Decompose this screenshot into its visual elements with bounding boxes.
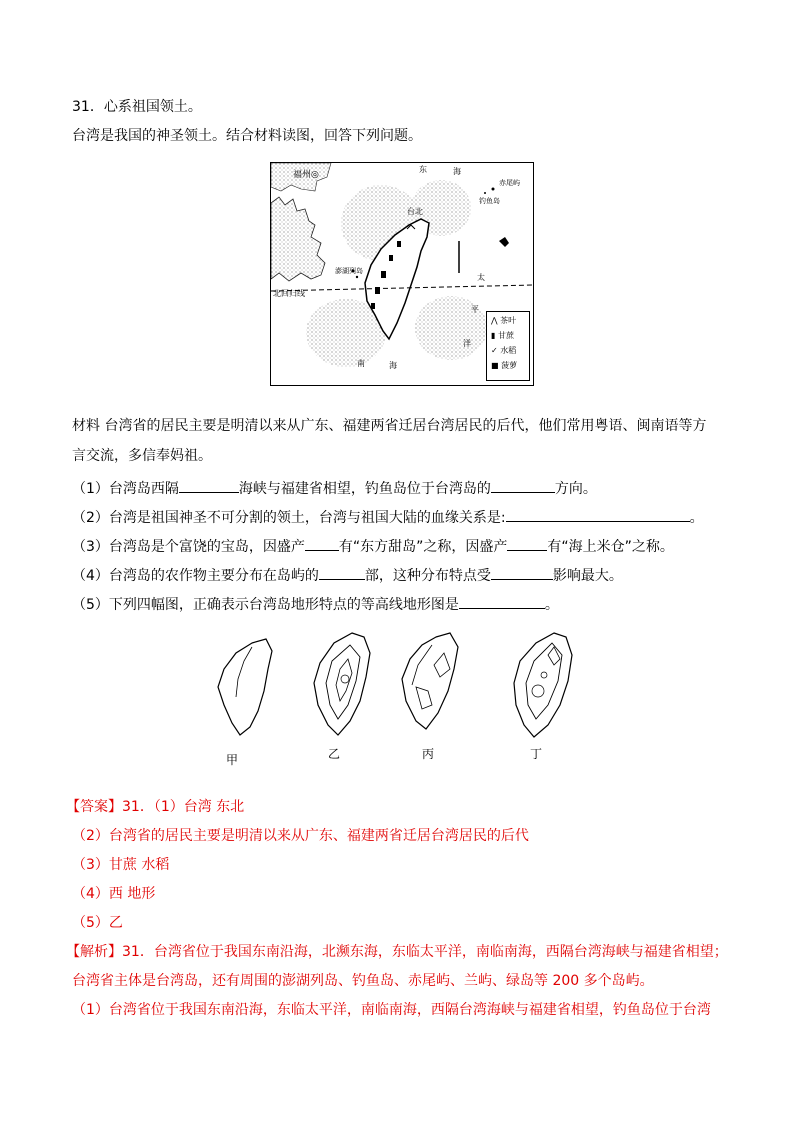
blank	[305, 536, 339, 551]
contour-maps	[200, 625, 600, 775]
question-4: （4）台湾岛的农作物主要分布在岛屿的 部，这种分布特点受 影响最大。	[72, 565, 623, 586]
blank	[491, 478, 555, 493]
blank	[491, 565, 553, 580]
blank	[507, 536, 547, 551]
analysis-line-1: 【解析】31．台湾省位于我国东南沿海，北濒东海，东临太平洋，南临南海，西隔台湾海峡与福建省相望；	[66, 944, 728, 960]
contour-label-yi: 乙	[328, 747, 341, 761]
map-label-diaoyudao: 钓鱼岛	[479, 197, 500, 205]
map-label-fuzhou: 福州◎	[293, 170, 319, 180]
blank	[319, 565, 365, 580]
answer-line-4: （4）西 地形	[72, 886, 156, 902]
taiwan-map	[270, 162, 534, 386]
question-intro: 台湾是我国的神圣领土。结合材料读图，回答下列问题。	[72, 128, 422, 144]
analysis-line-2: 台湾省主体是台湾岛，还有周围的澎湖列岛、钓鱼岛、赤尾屿、兰屿、绿岛等 200 多个岛屿。	[72, 973, 654, 989]
material-line-2: 言交流，多信奉妈祖。	[72, 448, 212, 464]
legend-rice: ✓ 水稻	[491, 346, 517, 355]
map-label-tai: 太	[477, 273, 485, 282]
contour-map-bing	[402, 633, 458, 729]
contour-label-ding: 丁	[530, 747, 543, 761]
contour-map-jia	[218, 639, 272, 735]
map-label-east: 东	[419, 165, 427, 174]
analysis-line-3: （1）台湾省位于我国东南沿海，东临太平洋，南临南海，西隔台湾海峡与福建省相望，钓鱼岛位于台湾	[72, 1002, 711, 1018]
map-label-taibei: 台北	[407, 207, 423, 216]
map-label-ping: 平	[471, 305, 479, 314]
question-2: （2）台湾是祖国神圣不可分割的领土，台湾与祖国大陆的血缘关系是: 。	[72, 507, 704, 528]
answer-line-3: （3）甘蔗 水稻	[72, 857, 170, 873]
question-3: （3）台湾岛是个富饶的宝岛，因盛产 有“东方甜岛”之称，因盛产 有“海上米仓”之称。	[72, 536, 674, 557]
legend-pineapple: ■ 菠萝	[491, 361, 518, 370]
map-label-nan: 南	[357, 359, 365, 368]
map-label-chiweiyu: 赤尾屿	[499, 179, 520, 187]
map-label-yang: 洋	[463, 339, 471, 348]
legend-sugarcane: ▮ 甘蔗	[491, 331, 514, 340]
map-label-penghu: 澎湖列岛	[335, 267, 363, 275]
map-label-sea: 海	[453, 167, 461, 176]
legend-tea: ⋀ 茶叶	[491, 316, 517, 325]
contour-label-bing: 丙	[422, 747, 435, 761]
map-label-hai: 海	[389, 361, 397, 370]
contour-map-yi	[314, 633, 370, 735]
material-line-1: 材料 台湾省的居民主要是明清以来从广东、福建两省迁居台湾居民的后代，他们常用粤语、闽南语等方	[72, 418, 707, 434]
question-5: （5）下列四幅图，正确表示台湾岛地形特点的等高线地形图是 。	[72, 594, 559, 615]
question-title: 31．心系祖国领土。	[72, 99, 202, 115]
question-1: （1）台湾岛西隔 海峡与福建省相望，钓鱼岛位于台湾岛的 方向。	[72, 478, 597, 499]
answer-line-5: （5）乙	[72, 915, 123, 931]
answer-line-2: （2）台湾省的居民主要是明清以来从广东、福建两省迁居台湾居民的后代	[72, 828, 529, 844]
blank	[179, 478, 239, 493]
answer-line-1: 【答案】31．（1）台湾 东北	[66, 799, 245, 815]
contour-label-jia: 甲	[226, 753, 239, 767]
map-legend	[486, 311, 530, 381]
contour-map-ding	[514, 633, 572, 737]
mainland-coast	[271, 197, 325, 281]
blank	[506, 507, 690, 522]
blank	[459, 594, 545, 609]
map-label-tropic: 北回归线	[273, 289, 305, 298]
